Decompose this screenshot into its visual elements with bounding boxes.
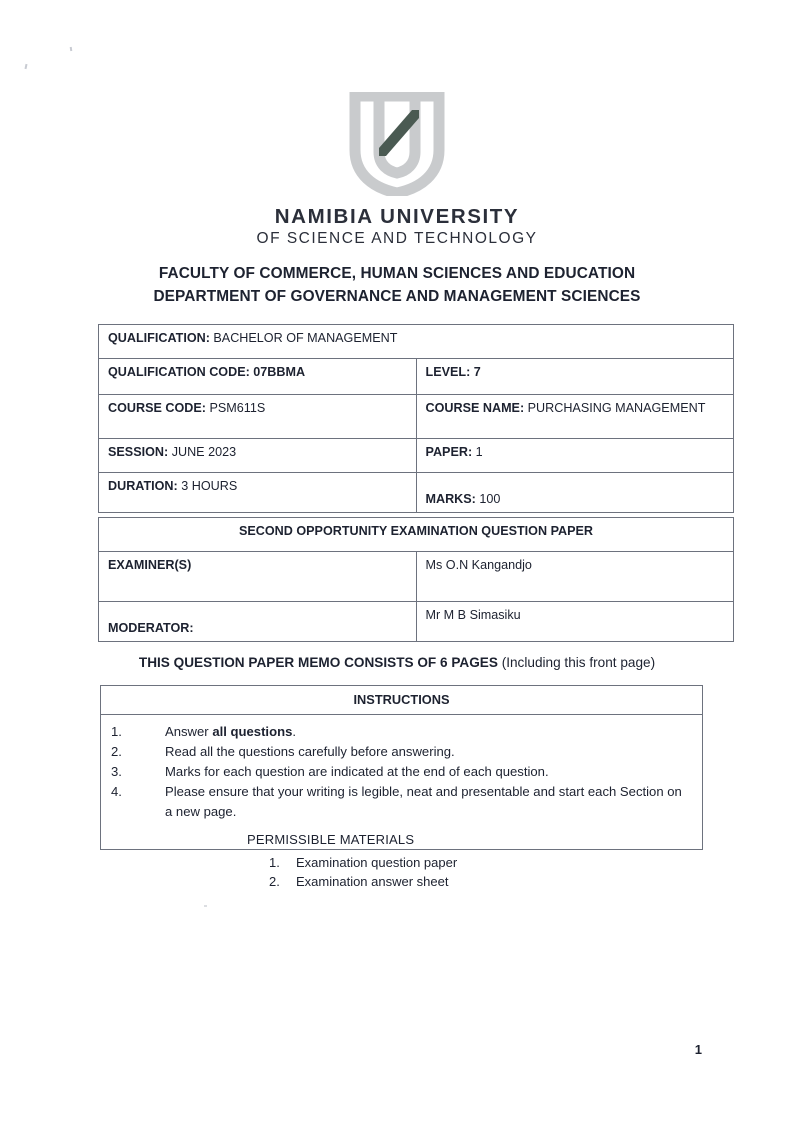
scan-artifact [25, 64, 28, 69]
duration-cell [99, 473, 417, 513]
instruction-text-post: . [292, 724, 296, 739]
instruction-number: 2. [111, 743, 122, 759]
list-item [269, 853, 457, 873]
table-row [99, 473, 734, 513]
page-number: 1 [694, 1042, 702, 1057]
qualification-code-value: 07BBMA [253, 365, 306, 379]
instruction-text-bold: all questions [212, 724, 293, 739]
university-name-line2: OF SCIENCE AND TECHNOLOGY [256, 230, 538, 248]
permissible-item-number: 2. [269, 874, 280, 890]
instructions-title: INSTRUCTIONS [101, 686, 702, 715]
permissible-materials-title: PERMISSIBLE MATERIALS [247, 832, 415, 847]
table-row [99, 602, 734, 642]
course-code-label: COURSE CODE: [108, 401, 206, 415]
table-row [99, 552, 734, 602]
paper-value: 1 [475, 445, 483, 459]
permissible-item-label: Examination question paper [296, 854, 458, 870]
instruction-text: Please ensure that your writing is legible, neat and presentable and start each Section on a new page. [165, 783, 682, 819]
university-name-line1: NAMIBIA UNIVERSITY [274, 205, 520, 228]
faculty-heading: FACULTY OF COMMERCE, HUMAN SCIENCES AND EDUCATION [158, 265, 636, 282]
page-count-note [0, 655, 794, 670]
instructions-box [100, 685, 703, 850]
page-count-normal: (Including this front page) [497, 655, 656, 670]
faculty-headings [0, 262, 794, 309]
permissible-materials [247, 831, 457, 892]
department-heading: DEPARTMENT OF GOVERNANCE AND MANAGEMENT SCIENCES [153, 288, 641, 306]
permissible-item-number: 1. [269, 854, 280, 870]
instruction-text [165, 722, 692, 742]
course-code-value: PSM611S [209, 401, 266, 415]
examiner-value: Ms O.N Kangandjo [416, 552, 734, 602]
qualification-value: BACHELOR OF MANAGEMENT [213, 331, 398, 345]
course-name-value: PURCHASING MANAGEMENT [527, 401, 706, 415]
paper-label: PAPER: [425, 445, 473, 459]
list-item [269, 872, 457, 892]
marks-label: MARKS: [425, 492, 476, 506]
instruction-number: 3. [111, 763, 122, 779]
list-item [111, 722, 692, 742]
examiner-table [98, 517, 734, 642]
table-row [99, 325, 734, 359]
qualification-info-table [98, 324, 734, 513]
qualification-code-label: QUALIFICATION CODE: [108, 365, 250, 379]
paper-cell [416, 439, 734, 473]
duration-value: 3 HOURS [181, 479, 238, 493]
qualification-cell [99, 325, 734, 359]
session-value: JUNE 2023 [171, 445, 237, 459]
nust-shield-logo [349, 92, 445, 196]
course-code-cell [99, 395, 417, 439]
marks-value: 100 [479, 492, 501, 506]
permissible-item-label: Examination answer sheet [296, 874, 449, 890]
level-label: LEVEL: [425, 365, 471, 379]
table-row [99, 359, 734, 395]
scan-artifact [70, 47, 73, 51]
qualification-label: QUALIFICATION: [108, 331, 210, 345]
level-cell [416, 359, 734, 395]
university-logo [0, 92, 794, 196]
table-row [99, 395, 734, 439]
instructions-list [101, 715, 702, 849]
table-row [99, 518, 734, 552]
examiner-label: EXAMINER(S) [99, 552, 417, 602]
scan-artifact [204, 905, 207, 907]
moderator-value: Mr M B Simasiku [416, 602, 734, 642]
instruction-number: 1. [111, 724, 122, 739]
page-count-bold: THIS QUESTION PAPER MEMO CONSISTS OF 6 PAGES [138, 655, 498, 670]
exam-paper-type-header: SECOND OPPORTUNITY EXAMINATION QUESTION PAPER [99, 518, 734, 552]
instruction-number: 4. [111, 783, 122, 799]
marks-cell [416, 473, 734, 513]
course-name-label: COURSE NAME: [425, 401, 525, 415]
session-cell [99, 439, 417, 473]
session-label: SESSION: [108, 445, 169, 459]
duration-label: DURATION: [108, 479, 178, 493]
list-item [111, 762, 692, 782]
instruction-text: Marks for each question are indicated at the end of each question. [165, 763, 549, 779]
level-value: 7 [473, 365, 481, 379]
list-item [111, 782, 692, 822]
course-name-cell [416, 395, 734, 439]
university-wordmark [0, 205, 794, 250]
qualification-code-cell [99, 359, 417, 395]
list-item [111, 742, 692, 762]
table-row [99, 439, 734, 473]
instruction-text-pre: Answer [165, 724, 213, 739]
instruction-text: Read all the questions carefully before answering. [165, 743, 455, 759]
moderator-label: MODERATOR: [99, 602, 417, 642]
